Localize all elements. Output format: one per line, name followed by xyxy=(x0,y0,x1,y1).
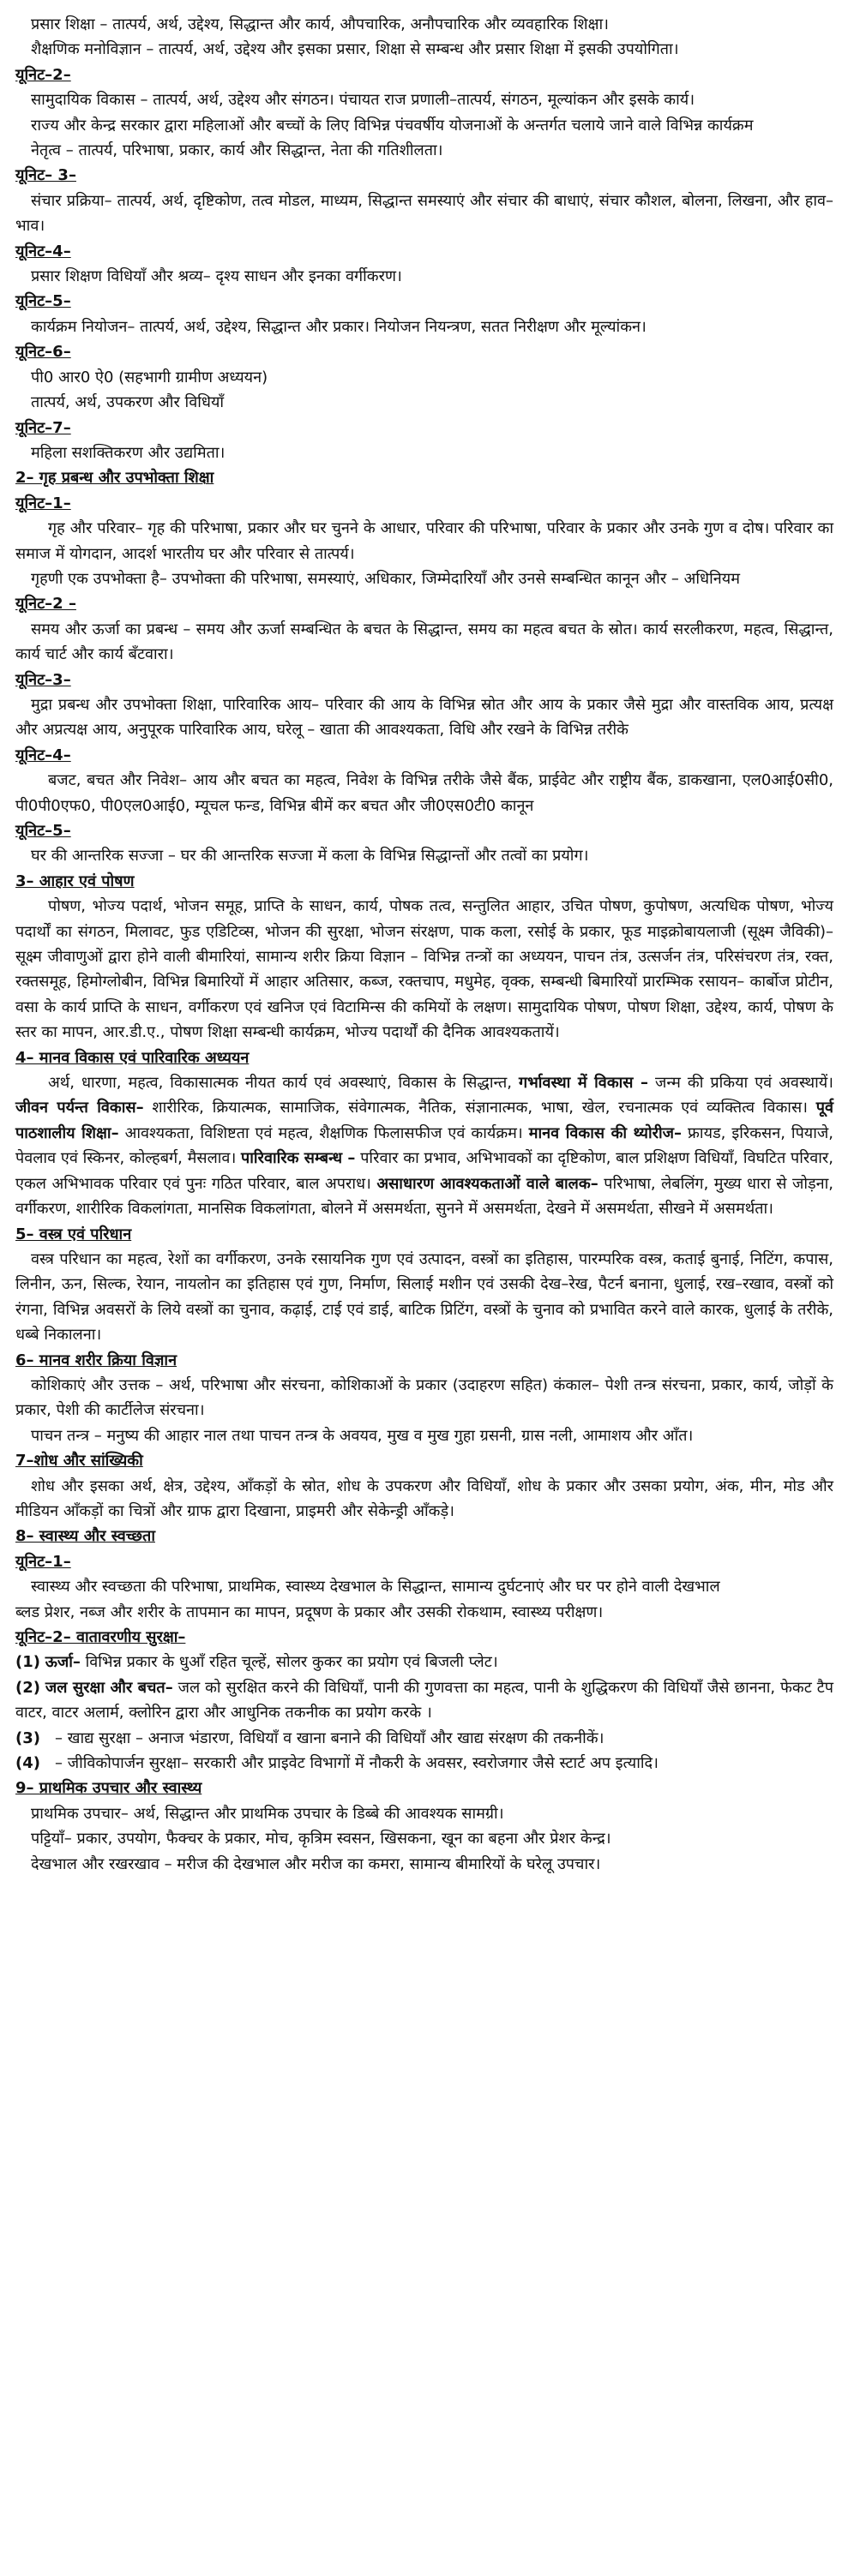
bold-term: जीवन पर्यन्त विकास– xyxy=(15,1099,144,1117)
unit-paragraph: घर की आन्तरिक सज्जा – घर की आन्तरिक सज्जा में कला के विभिन्न सिद्धान्तों और तत्वों का प्रयोग। xyxy=(31,847,589,866)
text-run: शारीरिक, क्रियात्मक, सामाजिक, संवेगात्मक, नैतिक, संज्ञानात्मक, भाषा, खेल, रचनात्मक एवं व्यक्तित्व विकास। xyxy=(143,1099,816,1117)
text-run: फ्रायड, इरिकसन, पियाजे, पेवलाव एवं स्किनर, कोल्हबर्ग, मैसलाव। xyxy=(15,1123,833,1168)
unit-paragraph: समय और ऊर्जा का प्रबन्ध – समय और ऊर्जा सम्बन्धित के बचत के सिद्धान्त, समय का महत्व बचत के स्रोत। कार्य सरलीकरण, महत्व, सिद्धान्त, कार्य चार्ट और कार्य बँटवारा। xyxy=(15,620,833,664)
unit-heading: यूनिट–1– xyxy=(15,494,71,512)
text-run: अर्थ, धारणा, महत्व, विकासात्मक नीयत कार्य एवं अवस्थाएं, विकास के सिद्धान्त, xyxy=(48,1074,520,1093)
list-number: (1) xyxy=(15,1653,40,1672)
text-run: परिभाषा, लेबलिंग, मुख्य धारा से जोड़ना, वर्गीकरण, शारीरिक विकलांगता, मानसिक विकलांगता, बोलने में असमर्थता, सुनने में असमर्थता, देखने में असमर्थता, सीखने में असमर्थता। xyxy=(15,1174,833,1219)
unit-paragraph: पी0 आर0 ऐ0 (सहभागी ग्रामीण अध्ययन) xyxy=(31,368,268,386)
bold-term: ऊर्जा– xyxy=(45,1653,81,1672)
unit-paragraph: कार्यक्रम नियोजन– तात्पर्य, अर्थ, उद्देश्य, सिद्धान्त और प्रकार। नियोजन नियन्त्रण, सतत निरीक्षण और मूल्यांकन। xyxy=(31,317,647,336)
unit-heading-environment-safety: यूनिट–2– वातावरणीय सुरक्षा– xyxy=(15,1628,186,1646)
list-item xyxy=(15,1675,833,1726)
text-run: आवश्यकता, विशिष्टता एवं महत्व, शैक्षणिक फिलासफीज एवं कार्यक्रम। xyxy=(118,1123,529,1142)
unit-heading: यूनिट–2 – xyxy=(15,595,76,614)
unit-heading: यूनिट–3– xyxy=(15,670,71,689)
text-run: – जीविकोपार्जन सुरक्षा– सरकारी और प्राइवेट विभागों में नौकरी के अवसर, स्वरोजगार जैसे स्टार्ट अप इत्यादि। xyxy=(55,1754,659,1773)
unit-paragraph: राज्य और केन्द्र सरकार द्वारा महिलाओं और बच्चों के लिए विभिन्न पंचवर्षीय योजनाओं के अन्तर्गत चलाये जाने वाले विभिन्न कार्यक्रम xyxy=(31,116,754,135)
section-paragraph: देखभाल और रखरखाव – मरीज की देखभाल और मरीज का कमरा, सामान्य बीमारियों के घरेलू उपचार। xyxy=(31,1854,601,1873)
section-heading-first-aid: 9– प्राथमिक उपचार और स्वास्थ्य xyxy=(15,1779,202,1798)
list-number: (2) xyxy=(15,1678,40,1697)
unit-heading: यूनिट–1– xyxy=(15,1552,71,1571)
bold-term: पूर्व पाठशालीय शिक्षा– xyxy=(15,1099,834,1142)
section-heading-home-management: 2– गृह प्रबन्ध और उपभोक्ता शिक्षा xyxy=(15,469,214,488)
unit-heading: यूनिट–7– xyxy=(15,418,71,437)
bold-term: गर्भावस्था में विकास – xyxy=(519,1074,649,1093)
list-item xyxy=(15,1751,833,1776)
unit-heading: यूनिट–6– xyxy=(15,343,71,362)
unit-paragraph: बजट, बचत और निवेश– आय और बचत का महत्व, निवेश के विभिन्न तरीके जैसे बैंक, प्राईवेट और राष्ट्रीय बैंक, डाकखाना, एल0आई0सी0, पी0पी0एफ0, पी0एल0आई0, म्यूचल फन्ड, विभिन्न बीमें कर बचत और जी0एस0टी0 कानून xyxy=(15,771,833,815)
unit-paragraph: तात्पर्य, अर्थ, उपकरण और विधियाँ xyxy=(31,393,225,412)
unit-paragraph: प्रसार शिक्षण विधियाँ और श्रव्य– दृश्य साधन और इनका वर्गीकरण। xyxy=(31,267,402,286)
list-number: (4) xyxy=(15,1754,40,1773)
bold-term: असाधारण आवश्यकताओं वाले बालक– xyxy=(376,1174,598,1193)
unit-heading: यूनिट– 3– xyxy=(15,166,76,185)
section-paragraph: पाचन तन्त्र – मनुष्य की आहार नाल तथा पाचन तन्त्र के अवयव, मुख व मुख गुहा ग्रसनी, ग्रास नली, आमाशय और आँत। xyxy=(31,1426,694,1445)
list-number: (3) xyxy=(15,1728,40,1747)
section-paragraph: वस्त्र परिधान का महत्व, रेशों का वर्गीकरण, उनके रसायनिक गुण एवं उत्पादन, वस्त्रों का इतिहास, पारम्परिक वस्त्र, कताई बुनाई, निटिंग, कपास, लिनीन, ऊन, सिल्क, रेयान, नायलोन का इतिहास एवं गुण, निर्माण, सिलाई मशीन एवं उसकी देख–रेख, पैटर्न बनाना, धुलाई, रख–रखाव, वस्त्रों को रंगना, विभिन्न अवसरों के लिये वस्त्रों का चुनाव, कढ़ाई, टाई एवं डाई, बाटिक प्रिटिंग, वस्त्रों के चुनाव को प्रभावित करने वाले कारक, धुलाई के तरीके, धब्बे निकालना। xyxy=(15,1249,833,1345)
unit-heading: यूनिट–4– xyxy=(15,746,71,764)
unit-paragraph: संचार प्रक्रिया– तात्पर्य, अर्थ, दृष्टिकोण, तत्व मोडल, माध्यम, सिद्धान्त समस्याएं और संचार की बाधाएं, संचार कौशल, बोलना, लिखना, और हाव– भाव। xyxy=(15,191,833,236)
section-heading-research: 7–शोध और सांख्यिकी xyxy=(15,1452,143,1471)
section-heading-physiology: 6– मानव शरीर क्रिया विज्ञान xyxy=(15,1351,177,1369)
text-run: विभिन्न प्रकार के धुआँ रहित चूल्हें, सोलर कुकर का प्रयोग एवं बिजली प्लेट। xyxy=(80,1653,498,1672)
unit-heading: यूनिट–5– xyxy=(15,292,71,311)
text-run: जन्म की प्रकिया एवं अवस्थायें। xyxy=(648,1074,834,1093)
unit-paragraph: सामुदायिक विकास – तात्पर्य, अर्थ, उद्देश्य और संगठन। पंचायत राज प्रणाली–तात्पर्य, संगठन, मूल्यांकन और इसके कार्य। xyxy=(31,91,695,110)
unit-heading: यूनिट–5– xyxy=(15,822,71,840)
unit-paragraph: ब्लड प्रेशर, नब्ज और शरीर के तापमान का मापन, प्रदूषण के प्रकार और उसकी रोकथाम, स्वास्थ्य परीक्षण। xyxy=(15,1603,604,1621)
bold-term: जल सुरक्षा और बचत– xyxy=(45,1678,173,1697)
section-paragraph: पोषण, भोज्य पदार्थ, भोजन समूह, प्राप्ति के साधन, कार्य, पोषक तत्व, सन्तुलित आहार, उचित पोषण, कुपोषण, अत्यधिक पोषण, भोज्य पदार्थों का संगठन, मिलावट, फुड एडिटिव्स, भोजन की सुरक्षा, भोजन संरक्षण, पाक कला, रसोई के प्रकार, फूड माइक्रोबायलाजी (सूक्ष्म जैविकी)–सूक्ष्म जीवाणुओं द्वारा होने वाली बीमारियां, सामान्य शरीर क्रिया विज्ञान – विभिन्न तन्त्रों का अध्ययन, पाचन तंत्र, उत्सर्जन तंत्र, परिसंचरण तंत्र, रक्त, रक्तसमूह, हिमोग्लोबीन, विभिन्न बिमारियों में आहार अतिसार, कब्ज, रक्तचाप, मधुमेह, वृक्क, सम्बन्धी बिमारियों प्रारम्भिक रसायन– कार्बोज प्रोटीन, वसा के कार्य प्राप्ति के साधन, वर्गीकरण एवं खनिज एवं विटामिन्स की कमियों के लक्षण। सामुदायिक पोषण, पोषण शिक्षा, उद्देश्य, कार्य, पोषण के स्तर का मापन, आर.डी.ए., पोषण शिक्षा सम्बन्धी कार्यक्रम, भोज्य पदार्थों की दैनिक आवश्यकतायें। xyxy=(15,897,833,1042)
bold-term: मानव विकास की थ्योरीज– xyxy=(528,1123,683,1142)
bold-term: पारिवारिक सम्बन्ध – xyxy=(241,1149,356,1168)
section-paragraph: प्राथमिक उपचार– अर्थ, सिद्धान्त और प्राथमिक उपचार के डिब्बे की आवश्यक सामग्री। xyxy=(31,1804,504,1823)
extension-education-line: प्रसार शिक्षा – तात्पर्य, अर्थ, उद्देश्य, सिद्धान्त और कार्य, औपचारिक, अनौपचारिक और व्यवहारिक शिक्षा। xyxy=(31,15,609,33)
text-run: जल को सुरक्षित करने की विधियाँ, पानी की गुणवत्ता का महत्व, पानी के शुद्धिकरण की विधियाँ जैसे छानना, फेकट टैप वाटर, वाटर अलार्म, क्लोरिन द्वारा और आधुनिक तकनीक का प्रयोग करके । xyxy=(15,1678,833,1722)
educational-psychology-line: शैक्षणिक मनोविज्ञान – तात्पर्य, अर्थ, उद्देश्य और इसका प्रसार, शिक्षा से सम्बन्ध और प्रसार शिक्षा में इसकी उपयोगिता। xyxy=(31,40,679,59)
section-paragraph: कोशिकाएं और उत्तक – अर्थ, परिभाषा और संरचना, कोशिकाओं के प्रकार (उदाहरण सहित) कंकाल– पेशी तन्त्र संरचना, प्रकार, कार्य, जोड़ों के प्रकार, पेशी की कार्टीलेज संरचना। xyxy=(15,1375,833,1420)
unit-heading: यूनिट–4– xyxy=(15,242,71,261)
section-heading-health: 8– स्वास्थ्य और स्वच्छता xyxy=(15,1527,155,1546)
list-item xyxy=(15,1726,833,1751)
section-paragraph: शोध और इसका अर्थ, क्षेत्र, उद्देश्य, आँकड़ों के स्रोत, शोध के उपकरण और विधियाँ, शोध के प्रकार और उसका प्रयोग, अंक, मीन, मोड और मीडियन आँकड़ों का चित्रों और ग्राफ द्वारा दिखाना, प्राइमरी और सेकेन्ड्री आँकड़े। xyxy=(15,1477,833,1520)
unit-paragraph: गृहणी एक उपभोक्ता है– उपभोक्ता की परिभाषा, समस्याएं, अधिकार, जिम्मेदारियाँ और उनसे सम्बन्धित कानून और – अधिनियम xyxy=(31,569,740,588)
section-paragraph xyxy=(15,1070,833,1221)
section-heading-human-development: 4– मानव विकास एवं पारिवारिक अध्ययन xyxy=(15,1048,250,1067)
unit-heading: यूनिट–2– xyxy=(15,65,71,84)
section-heading-textiles: 5– वस्त्र एवं परिधान xyxy=(15,1225,132,1243)
unit-paragraph: महिला सशक्तिकरण और उद्यमिता। xyxy=(31,443,226,462)
unit-paragraph: गृह और परिवार– गृह की परिभाषा, प्रकार और घर चुनने के आधार, परिवार की परिभाषा, परिवार के प्रकार और उनके गुण व दोष। परिवार का समाज में योगदान, आदर्श भारतीय घर और परिवार से तात्पर्य। xyxy=(15,519,833,563)
unit-paragraph: मुद्रा प्रबन्ध और उपभोक्ता शिक्षा, पारिवारिक आय– परिवार की आय के विभिन्न स्रोत और आय के प्रकार जैसे मुद्रा और वास्तविक आय, प्रत्यक्ष और अप्रत्यक्ष आय, अनुपूरक पारिवारिक आय, घरेलू – खाता की आवश्यकता, विधि और रखने के विभिन्न तरीके xyxy=(15,695,833,740)
section-paragraph: पट्टियाँ– प्रकार, उपयोग, फैक्चर के प्रकार, मोच, कृत्रिम स्वसन, खिसकना, खून का बहना और प्रेशर केन्द्र। xyxy=(31,1830,611,1848)
list-item xyxy=(15,1650,833,1674)
text-run: परिवार का प्रभाव, अभिभावकों का दृष्टिकोण, बाल प्रशिक्षण विधियाँ, विघटित परिवार, एकल अभिभावक परिवार एवं पुनः गठित परिवार, बाल अपराध। xyxy=(15,1149,833,1193)
unit-paragraph: स्वास्थ्य और स्वच्छता की परिभाषा, प्राथमिक, स्वास्थ्य देखभाल के सिद्धान्त, सामान्य दुर्घटनाएं और घर पर होने वाली देखभाल xyxy=(31,1578,720,1597)
unit-paragraph: नेतृत्व – तात्पर्य, परिभाषा, प्रकार, कार्य और सिद्धान्त, नेता की गतिशीलता। xyxy=(31,141,443,160)
text-run: – खाद्य सुरक्षा – अनाज भंडारण, विधियाँ व खाना बनाने की विधियाँ और खाद्य संरक्षण की तकनीकें। xyxy=(55,1728,604,1747)
section-heading-nutrition: 3– आहार एवं पोषण xyxy=(15,872,135,890)
